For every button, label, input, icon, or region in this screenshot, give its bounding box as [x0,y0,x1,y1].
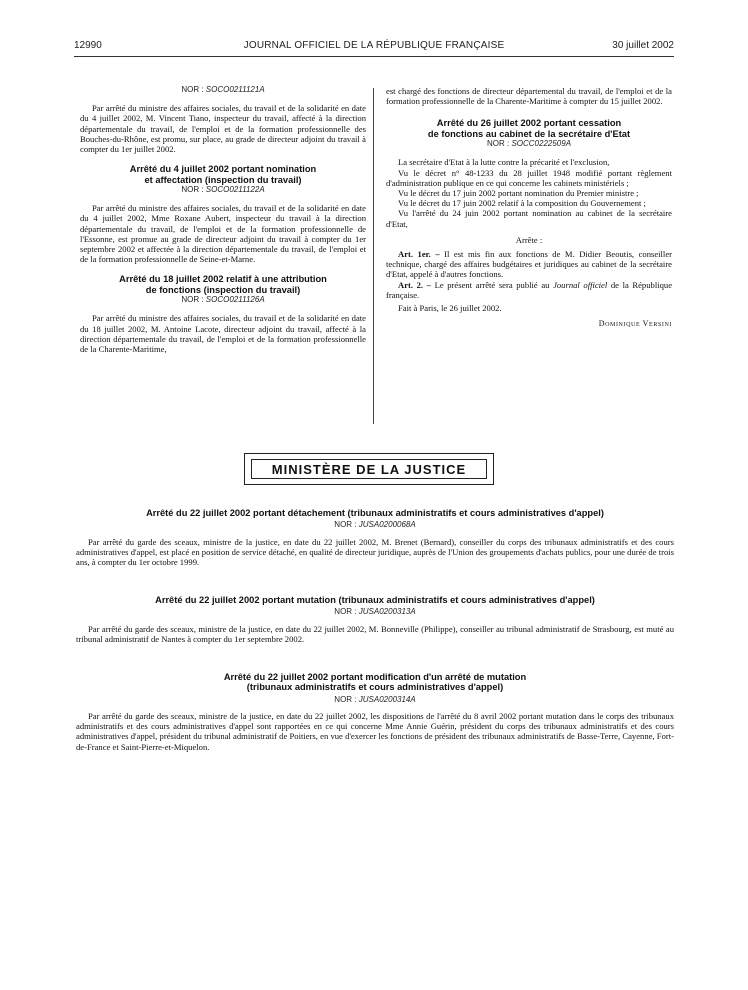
decree-body: Par arrêté du ministre des affaires sociales, du travail et de la solidarité en date du 18 juillet 2002, M. Antoine Lacote, directeur adjoint du travail, affecté à la direction départementale du travail, de l'emploi et de la formation professionnelle de la Charente-Maritime, [80,313,366,355]
decree-paragraph: Vu le décret du 17 juin 2002 relatif à la composition du Gouvernement ; [398,198,646,209]
decree-body: Par arrêté du garde des sceaux, ministre de la justice, en date du 22 juillet 2002, M. Bonneville (Philippe), conseiller au tribunal administratif de Strasbourg, est muté au tribunal administratif de Nantes à compter du 1er septembre 2002. [76,623,674,644]
header-rule [74,56,674,57]
decree-paragraph: Vu l'arrêté du 24 juin 2002 portant nomination au cabinet de la secrétaire d'Etat, [386,208,672,229]
nor-line: NOR : JUSA0200068A [334,520,416,530]
nor-line: NOR : JUSA0200314A [334,694,416,704]
issue-date: 30 juillet 2002 [612,40,674,51]
nor-line: NOR : SOCO0211122A [181,185,265,195]
decree-title: Arrêté du 26 juillet 2002 portant cessation de fonctions au cabinet de la secrétaire d'Etat [427,118,631,139]
decree-title: Arrêté du 4 juillet 2002 portant nomination et affectation (inspection du travail) [129,164,317,185]
page-header [74,40,674,54]
nor-line: NOR : SOCO0211121A [181,85,265,94]
nor-line: NOR : SOCC0222509A [486,139,572,149]
decree-body: Par arrêté du ministre des affaires sociales, du travail et de la solidarité en date du 4 juillet 2002, M. Vincent Tiano, inspecteur du travail, affecté à la direction départementale du travail, de l'emploi et de la formation professionnelle des Bouches-du-Rhône, est promu, sur place, au grade de directeur adjoint du travail à compter du 1er juillet 2002. [80,103,366,155]
justice-decree-1 [76,508,674,567]
decree-body: Par arrêté du garde des sceaux, ministre de la justice, en date du 22 juillet 2002, M. Brenet (Bernard), conseiller du corps des tribunaux administratifs et des cours administratives d'appel, est placé en position de service détaché, en qualité de directeur juridique, auprès de l'Union des groupements d'achats publics, pour une durée de trois ans, à compter du 1er octobre 1999. [76,536,674,568]
arrete-heading: Arrête : [515,234,543,245]
justice-decree-3 [76,672,674,752]
nor-line: NOR : JUSA0200313A [334,607,416,617]
decree-paragraph: Vu le décret du 17 juin 2002 portant nomination du Premier ministre ; [398,188,639,199]
page-number: 12990 [74,40,102,51]
decree-paragraph: Vu le décret n° 48-1233 du 28 juillet 1948 modifié portant règlement d'administration publique en ce qui concerne les cabinets ministériels ; [386,167,672,188]
decree-body: Par arrêté du garde des sceaux, ministre de la justice, en date du 22 juillet 2002, les dispositions de l'arrêté du 8 avril 2002 portant mutation dans le corps des tribunaux administratifs et des cours administratives d'appel sont rapportées en ce qui concerne Mme Annie Guérin, président du corps des tribunaux administratifs et des cours administratives d'appel, président du tribunal administratif de Poitiers, en vue d'exercer les fonctions de président des tribunaux administratifs de Basse-Terre, Cayenne, Fort-de-France et Saint-Pierre-et-Miquelon. [76,711,674,752]
article-2: Art. 2. – Le présent arrêté sera publié au Journal officiel de la République française. [386,279,673,300]
journal-title: JOURNAL OFFICIEL DE LA RÉPUBLIQUE FRANÇAISE [243,40,505,51]
article-1: Art. 1er. – Il est mis fin aux fonctions de M. Didier Beoutis, conseiller technique, chargé des affaires budgétaires et juridiques au cabinet de la secrétaire d'Etat, appelé à d'autres fonctions. [386,249,672,280]
signature: Dominique Versini [598,319,672,329]
decree-title: Arrêté du 22 juillet 2002 portant modification d'un arrêté de mutation (tribunaux administratifs et cours administratives d'appel) [223,672,527,693]
ministry-title: MINISTÈRE DE LA JUSTICE [271,461,467,477]
decree-title: Arrêté du 22 juillet 2002 portant détachement (tribunaux administratifs et cours administratives d'appel) [146,508,604,518]
ministry-box [244,453,494,485]
decree-continuation: est chargé des fonctions de directeur départemental du travail, de l'emploi et de la formation professionnelle de la Charente-Maritime à compter du 15 juillet 2002. [386,86,672,107]
decree-title: Arrêté du 18 juillet 2002 relatif à une attribution de fonctions (inspection du travail) [119,274,327,295]
decree-paragraph: La secrétaire d'Etat à la lutte contre la précarité et l'exclusion, [398,157,610,168]
nor-line: NOR : SOCO0211126A [181,295,265,305]
right-column [386,86,672,329]
left-column [80,85,366,354]
justice-decree-2 [76,595,674,644]
decree-body: Par arrêté du ministre des affaires sociales, du travail et de la solidarité en date du 4 juillet 2002, Mme Roxane Aubert, inspecteur du travail à la direction départementale du travail, de l'emploi et de la formation professionnelle de l'Essonne, est promue au grade de directeur adjoint du travail à compter du 1er septembre 2002 et affectée à la direction départementale du travail, de l'emploi et de la formation professionnelle de Seine-et-Marne. [80,203,366,265]
column-divider [373,88,374,424]
decree-title: Arrêté du 22 juillet 2002 portant mutation (tribunaux administratifs et cours administratives d'appel) [155,595,595,605]
fait-line: Fait à Paris, le 26 juillet 2002. [398,303,502,314]
